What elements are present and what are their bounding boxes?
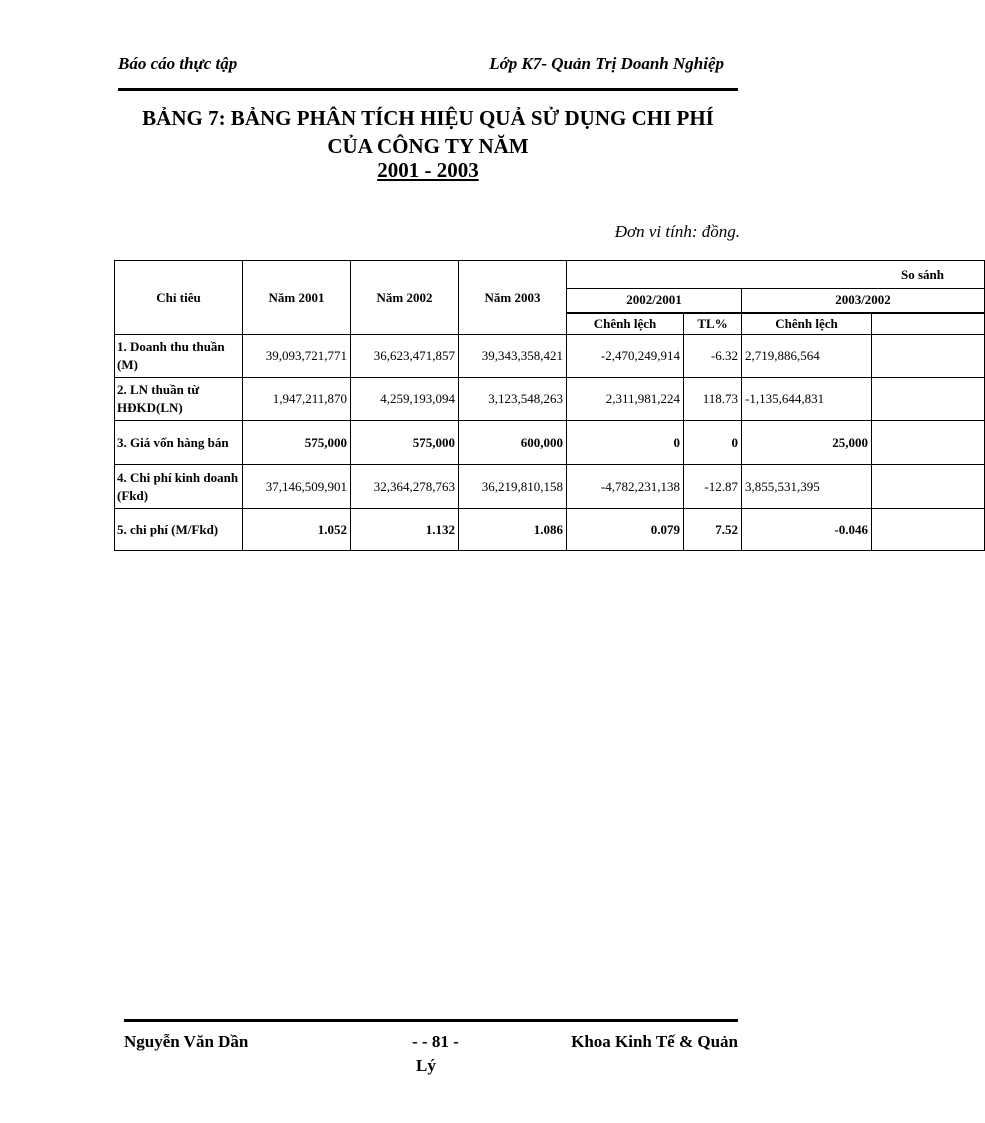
cell-difference-2: -1,135,644,831 xyxy=(742,378,872,421)
cell-2002: 32,364,278,763 xyxy=(351,465,459,509)
cell-2001: 37,146,509,901 xyxy=(243,465,351,509)
cell-difference-2: 2,719,886,564 xyxy=(742,335,872,378)
header-report-title: Báo cáo thực tập xyxy=(118,54,238,73)
cell-2002: 575,000 xyxy=(351,421,459,465)
cell-difference-2: 25,000 xyxy=(742,421,872,465)
cell-difference-2: 3,855,531,395 xyxy=(742,465,872,509)
cell-ratio: 7.52 xyxy=(684,509,742,551)
cell-2003: 1.086 xyxy=(459,509,567,551)
title-line-1: BẢNG 7: BẢNG PHÂN TÍCH HIỆU QUẢ SỬ DỤNG CHI PHÍ xyxy=(142,106,714,130)
header-2001: Năm 2001 xyxy=(243,261,351,335)
header-class-name: Lớp K7- Quản Trị Doanh Nghiệp xyxy=(489,54,724,73)
header-difference: Chênh lệch xyxy=(567,313,684,335)
header-indicator: Chỉ tiêu xyxy=(115,261,243,335)
header-compare: So sánh xyxy=(567,261,985,289)
header-ratio-2 xyxy=(872,313,985,335)
cell-2001: 1,947,211,870 xyxy=(243,378,351,421)
row-label: 1. Doanh thu thuần (M) xyxy=(115,335,243,378)
row-label: 5. chi phí (M/Fkd) xyxy=(115,509,243,551)
cell-difference: 0 xyxy=(567,421,684,465)
cell-ratio-2 xyxy=(872,465,985,509)
cell-ratio: 118.73 xyxy=(684,378,742,421)
cost-efficiency-table xyxy=(114,260,985,551)
row-label: 3. Giá vốn hàng bán xyxy=(115,421,243,465)
table-row xyxy=(115,335,985,378)
footer-department-continued: Lý xyxy=(416,1056,436,1075)
title-years-text: 2001 - 2003 xyxy=(377,158,479,182)
cell-ratio-2 xyxy=(872,335,985,378)
footer-page-number: - - 81 - xyxy=(412,1032,459,1051)
cell-2002: 4,259,193,094 xyxy=(351,378,459,421)
header-2002: Năm 2002 xyxy=(351,261,459,335)
table-row xyxy=(115,465,985,509)
cell-ratio: 0 xyxy=(684,421,742,465)
cell-ratio: -12.87 xyxy=(684,465,742,509)
cell-2003: 36,219,810,158 xyxy=(459,465,567,509)
table-title xyxy=(110,104,746,160)
cell-ratio-2 xyxy=(872,509,985,551)
cell-ratio: -6.32 xyxy=(684,335,742,378)
cell-2003: 39,343,358,421 xyxy=(459,335,567,378)
cell-ratio-2 xyxy=(872,378,985,421)
table-row xyxy=(115,421,985,465)
table-row xyxy=(115,509,985,551)
page-header xyxy=(118,52,738,91)
cell-difference: -4,782,231,138 xyxy=(567,465,684,509)
cell-difference: 0.079 xyxy=(567,509,684,551)
row-label: 4. Chi phí kinh doanh (Fkd) xyxy=(115,465,243,509)
cell-2001: 39,093,721,771 xyxy=(243,335,351,378)
cell-2003: 600,000 xyxy=(459,421,567,465)
page-footer xyxy=(124,1019,738,1082)
cell-difference: -2,470,249,914 xyxy=(567,335,684,378)
cell-difference: 2,311,981,224 xyxy=(567,378,684,421)
footer-author: Nguyễn Văn Dần xyxy=(124,1032,249,1051)
cell-2003: 3,123,548,263 xyxy=(459,378,567,421)
cell-2001: 1.052 xyxy=(243,509,351,551)
cell-2002: 36,623,471,857 xyxy=(351,335,459,378)
cell-2001: 575,000 xyxy=(243,421,351,465)
cell-difference-2: -0.046 xyxy=(742,509,872,551)
header-period-2003-2002: 2003/2002 xyxy=(742,289,985,313)
header-period-2002-2001: 2002/2001 xyxy=(567,289,742,313)
header-difference-2: Chênh lệch xyxy=(742,313,872,335)
row-label: 2. LN thuần từ HĐKD(LN) xyxy=(115,378,243,421)
cell-ratio-2 xyxy=(872,421,985,465)
table-row xyxy=(115,378,985,421)
title-line-2: CỦA CÔNG TY NĂM xyxy=(327,134,529,158)
footer-department: Khoa Kinh Tế & Quản xyxy=(571,1032,738,1051)
table-container xyxy=(114,260,944,560)
header-ratio: TL% xyxy=(684,313,742,335)
title-years xyxy=(110,158,746,183)
cell-2002: 1.132 xyxy=(351,509,459,551)
header-2003: Năm 2003 xyxy=(459,261,567,335)
unit-note: Đơn vi tính: đồng. xyxy=(614,222,740,241)
